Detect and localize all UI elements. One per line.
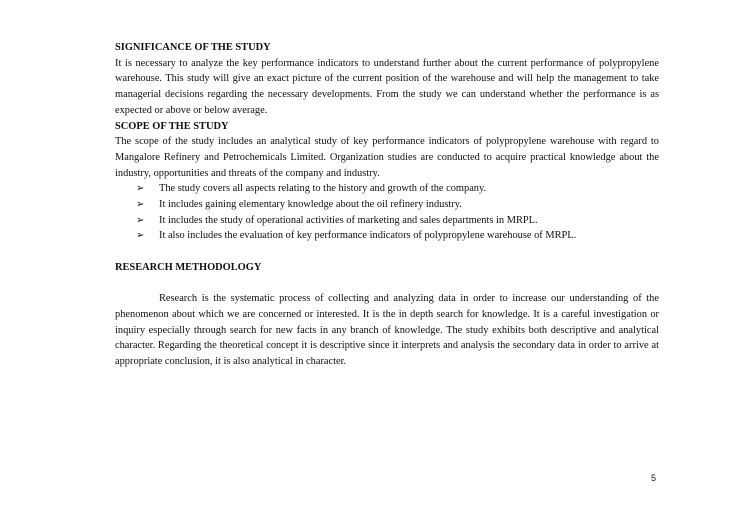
scope-bullet-text: It includes the study of operational activities of marketing and sales departments in MRPL. [159,214,538,226]
section-spacer [115,244,659,260]
methodology-paragraph: Research is the systematic process of collecting and analyzing data in order to increase our understanding of the phenomenon about which we are concerned or interested. It is the in depth search for knowledge. It is a careful investigation or inquiry especially through search for new facts in any branch of knowledge. The study exhibits both descriptive and analytical character. Regarding the theoretical concept it is descriptive since it interprets and analysis the secondary data in order to arrive at appropriate conclusion, it is also analytical in character. [115,293,659,368]
scope-bullet-list [115,181,659,244]
section-spacer [115,276,659,292]
arrowhead-bullet-icon: ➢ [136,230,145,242]
significance-paragraph: It is necessary to analyze the key performance indicators to understand further about the current performance of polypropylene warehouse. This study will give an exact picture of the current position of the warehouse and will help the management to take managerial decisions regarding the necessary developments. From the study we can understand whether the performance is as expected or above or below average. [115,57,659,116]
scope-paragraph: The scope of the study includes an analytical study of key performance indicators of polypropylene warehouse with regard to Mangalore Refinery and Petrochemicals Limited. Organization studies are conducted to acquire practical knowledge about the industry, opportunities and threats of the company and industry. [115,136,659,179]
scope-bullet-item [136,197,659,213]
arrowhead-bullet-icon: ➢ [136,183,145,195]
scope-bullet-item [136,213,659,229]
scope-heading: SCOPE OF THE STUDY [115,120,229,132]
scope-bullet-text: It includes gaining elementary knowledge about the oil refinery industry. [159,199,462,211]
scope-bullet-text: It also includes the evaluation of key performance indicators of polypropylene warehouse of MRPL. [159,230,577,242]
significance-heading: SIGNIFICANCE OF THE STUDY [115,42,271,53]
methodology-heading: RESEARCH METHODOLOGY [115,261,262,273]
scope-bullet-item [136,181,659,197]
page-number: 5 [651,473,657,483]
arrowhead-bullet-icon: ➢ [136,199,145,211]
scope-bullet-text: The study covers all aspects relating to the history and growth of the company. [159,183,487,195]
page-content [115,40,659,370]
scope-bullet-item [136,228,659,244]
arrowhead-bullet-icon: ➢ [136,214,145,226]
